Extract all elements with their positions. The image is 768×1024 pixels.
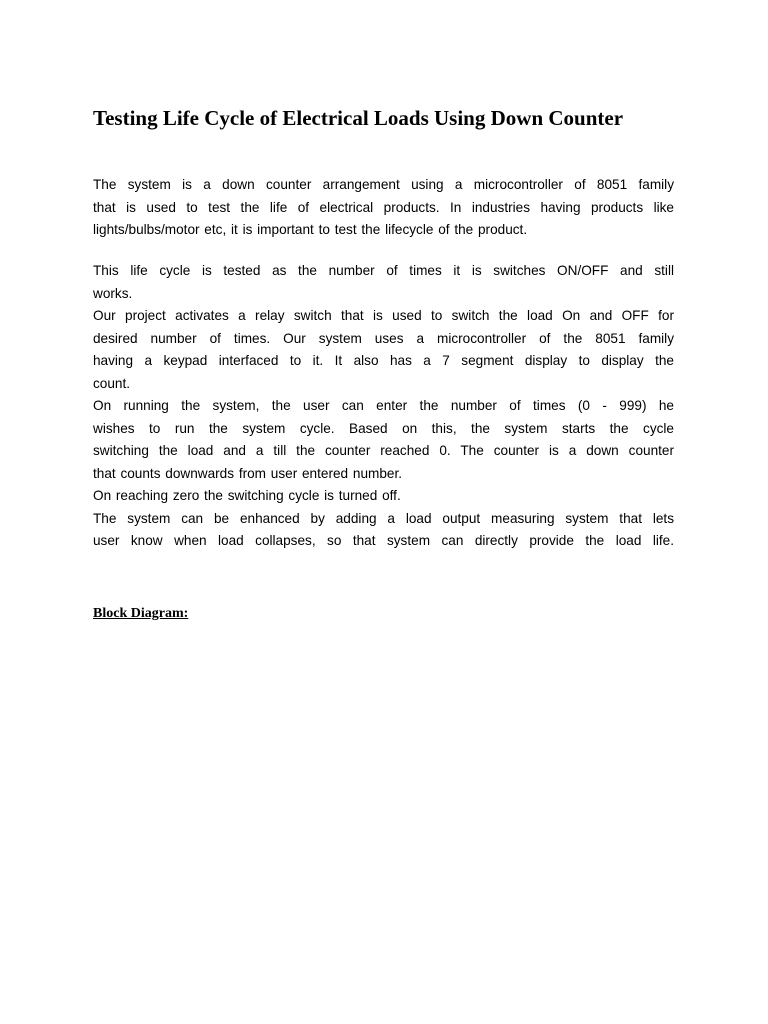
paragraph-line: On reaching zero the switching cycle is turned off. — [93, 488, 401, 503]
paragraph-line: wishes to run the system cycle. Based on this, the system starts the cycle — [93, 420, 674, 436]
description-paragraph — [93, 260, 674, 553]
intro-paragraph — [93, 174, 674, 242]
paragraph-line: lights/bulbs/motor etc, it is important to test the lifecycle of the product. — [93, 222, 528, 237]
paragraph-line: switching the load and a till the counter reached 0. The counter is a down counter — [93, 443, 674, 458]
paragraph-line: Our project activates a relay switch that is used to switch the load On and OFF for — [93, 308, 674, 323]
paragraph-line: works. — [93, 285, 133, 301]
paragraph-line: This life cycle is tested as the number of times it is switches ON/OFF and still — [93, 263, 674, 278]
paragraph-line: having a keypad interfaced to it. It also has a 7 segment display to display the — [93, 353, 674, 368]
paragraph-line: desired number of times. Our system uses a microcontroller of the 8051 family — [93, 330, 674, 346]
paragraph-line: that is used to test the life of electrical products. In industries having products like — [93, 199, 674, 215]
paragraph-line: that counts downwards from user entered number. — [93, 465, 402, 481]
paragraph-line: The system can be enhanced by adding a load output measuring system that lets — [93, 510, 674, 526]
block-diagram-heading: Block Diagram: — [93, 606, 189, 621]
document-title: Testing Life Cycle of Electrical Loads Using Down Counter — [93, 106, 624, 130]
paragraph-line: count. — [93, 375, 131, 391]
paragraph-line: user know when load collapses, so that system can directly provide the load life. — [93, 533, 674, 548]
paragraph-line: On running the system, the user can enter the number of times (0 - 999) he — [93, 398, 674, 413]
paragraph-line: The system is a down counter arrangement using a microcontroller of 8051 family — [93, 177, 674, 192]
